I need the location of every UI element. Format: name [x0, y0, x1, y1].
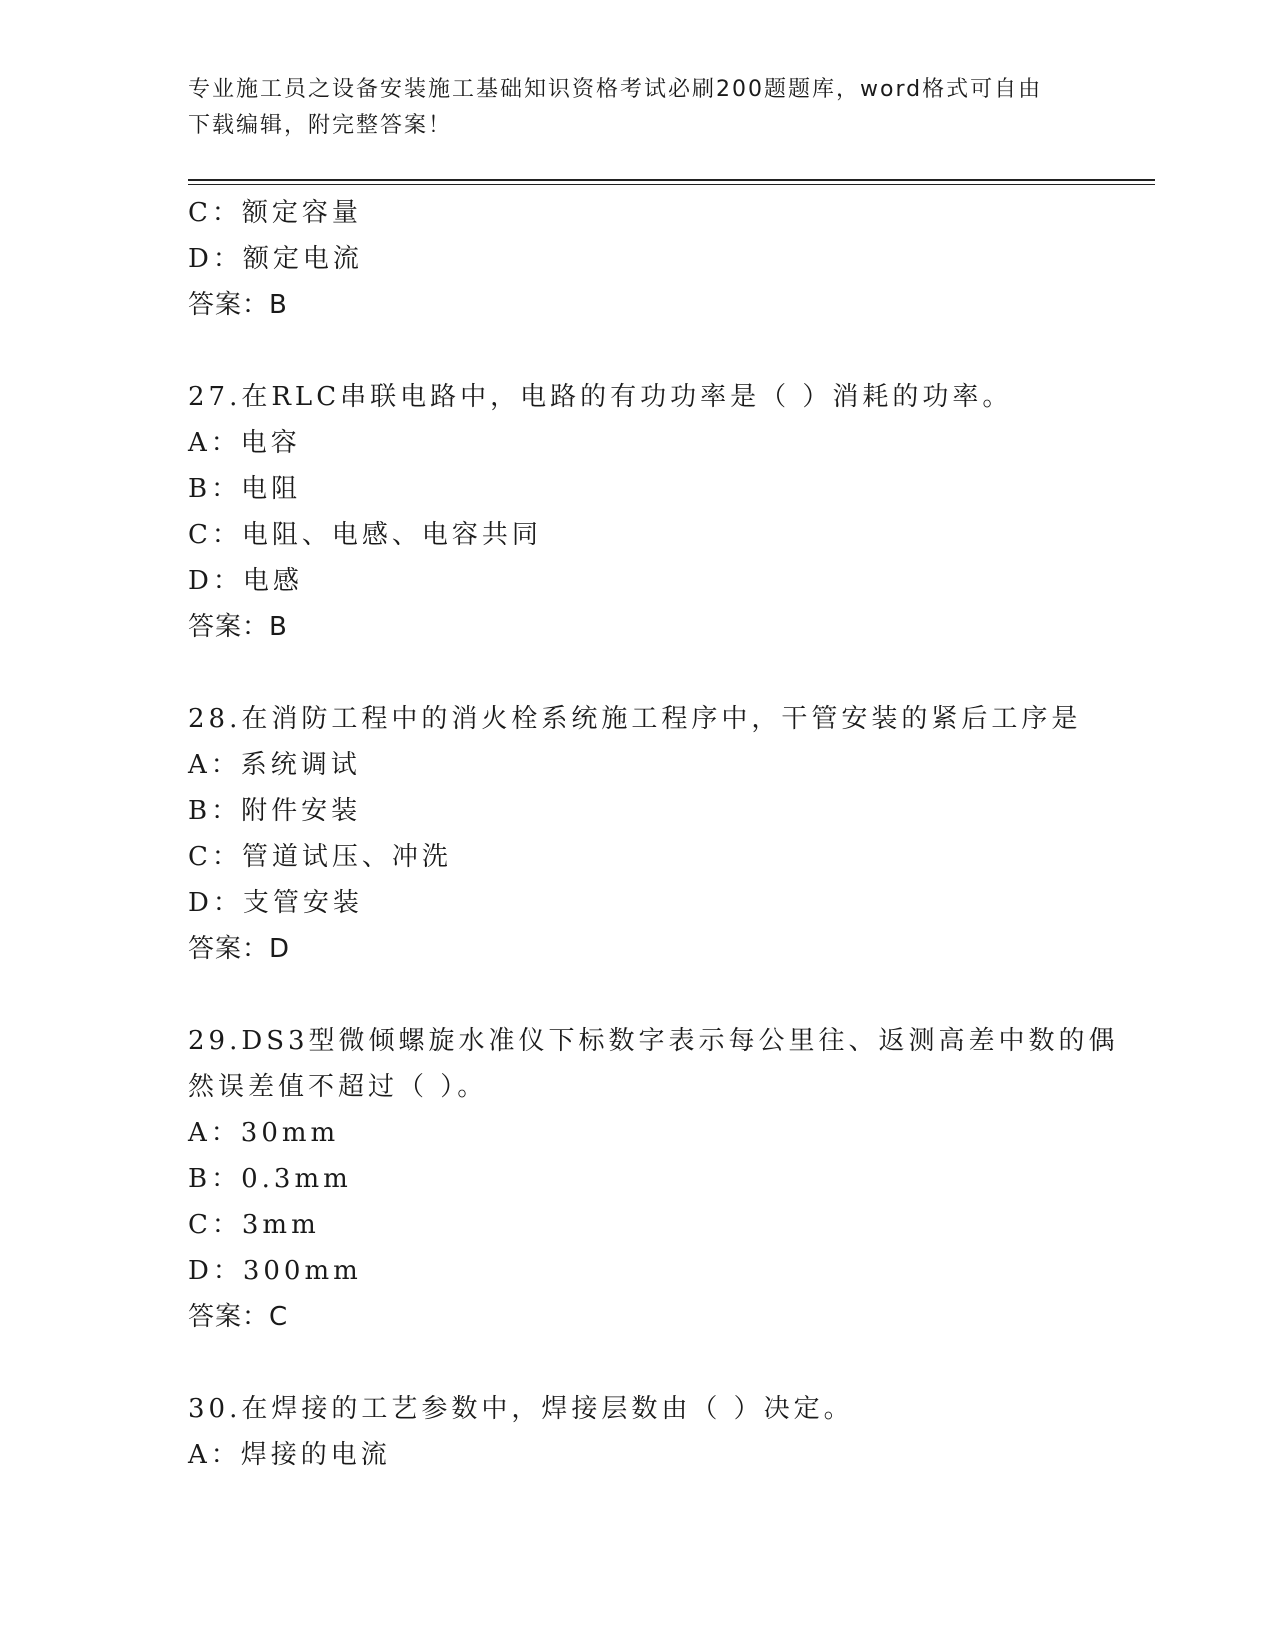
answer: 答案：C	[188, 1302, 289, 1332]
header-divider	[188, 179, 1155, 181]
question-30: 30.在焊接的工艺参数中，焊接层数由（ ）决定。	[188, 1394, 854, 1424]
document-header	[188, 72, 1078, 144]
option-c: C：额定容量	[188, 198, 362, 228]
option-d: D：电感	[188, 566, 303, 596]
header-divider-thin	[188, 184, 1155, 185]
answer: 答案：D	[188, 934, 291, 964]
option-a: A：电容	[188, 428, 301, 458]
option-a: A：30mm	[188, 1118, 340, 1148]
answer: 答案：B	[188, 612, 288, 642]
question-29-line-1: 29.DS3型微倾螺旋水准仪下标数字表示每公里往、返测高差中数的偶	[188, 1026, 1119, 1056]
option-c: C：管道试压、冲洗	[188, 842, 452, 872]
option-b: B：0.3mm	[188, 1164, 352, 1194]
option-b: B：附件安装	[188, 796, 362, 826]
question-29-line-2: 然误差值不超过（ ）。	[188, 1072, 488, 1102]
option-a: A：焊接的电流	[188, 1440, 391, 1470]
option-d: D：支管安装	[188, 888, 363, 918]
option-d: D：300mm	[188, 1256, 362, 1286]
question-27: 27.在RLC串联电路中，电路的有功功率是（ ）消耗的功率。	[188, 382, 1013, 412]
option-c: C：3mm	[188, 1210, 320, 1240]
question-28: 28.在消防工程中的消火栓系统施工程序中，干管安装的紧后工序是	[188, 704, 1082, 734]
question-list	[188, 190, 1148, 1478]
answer: 答案：B	[188, 290, 288, 320]
option-d: D：额定电流	[188, 244, 363, 274]
option-c: C：电阻、电感、电容共同	[188, 520, 542, 550]
header-line-2: 下载编辑，附完整答案！	[188, 113, 453, 138]
option-a: A：系统调试	[188, 750, 361, 780]
header-line-1: 专业施工员之设备安装施工基础知识资格考试必刷200题题库，word格式可自由	[188, 77, 1043, 102]
option-b: B：电阻	[188, 474, 302, 504]
